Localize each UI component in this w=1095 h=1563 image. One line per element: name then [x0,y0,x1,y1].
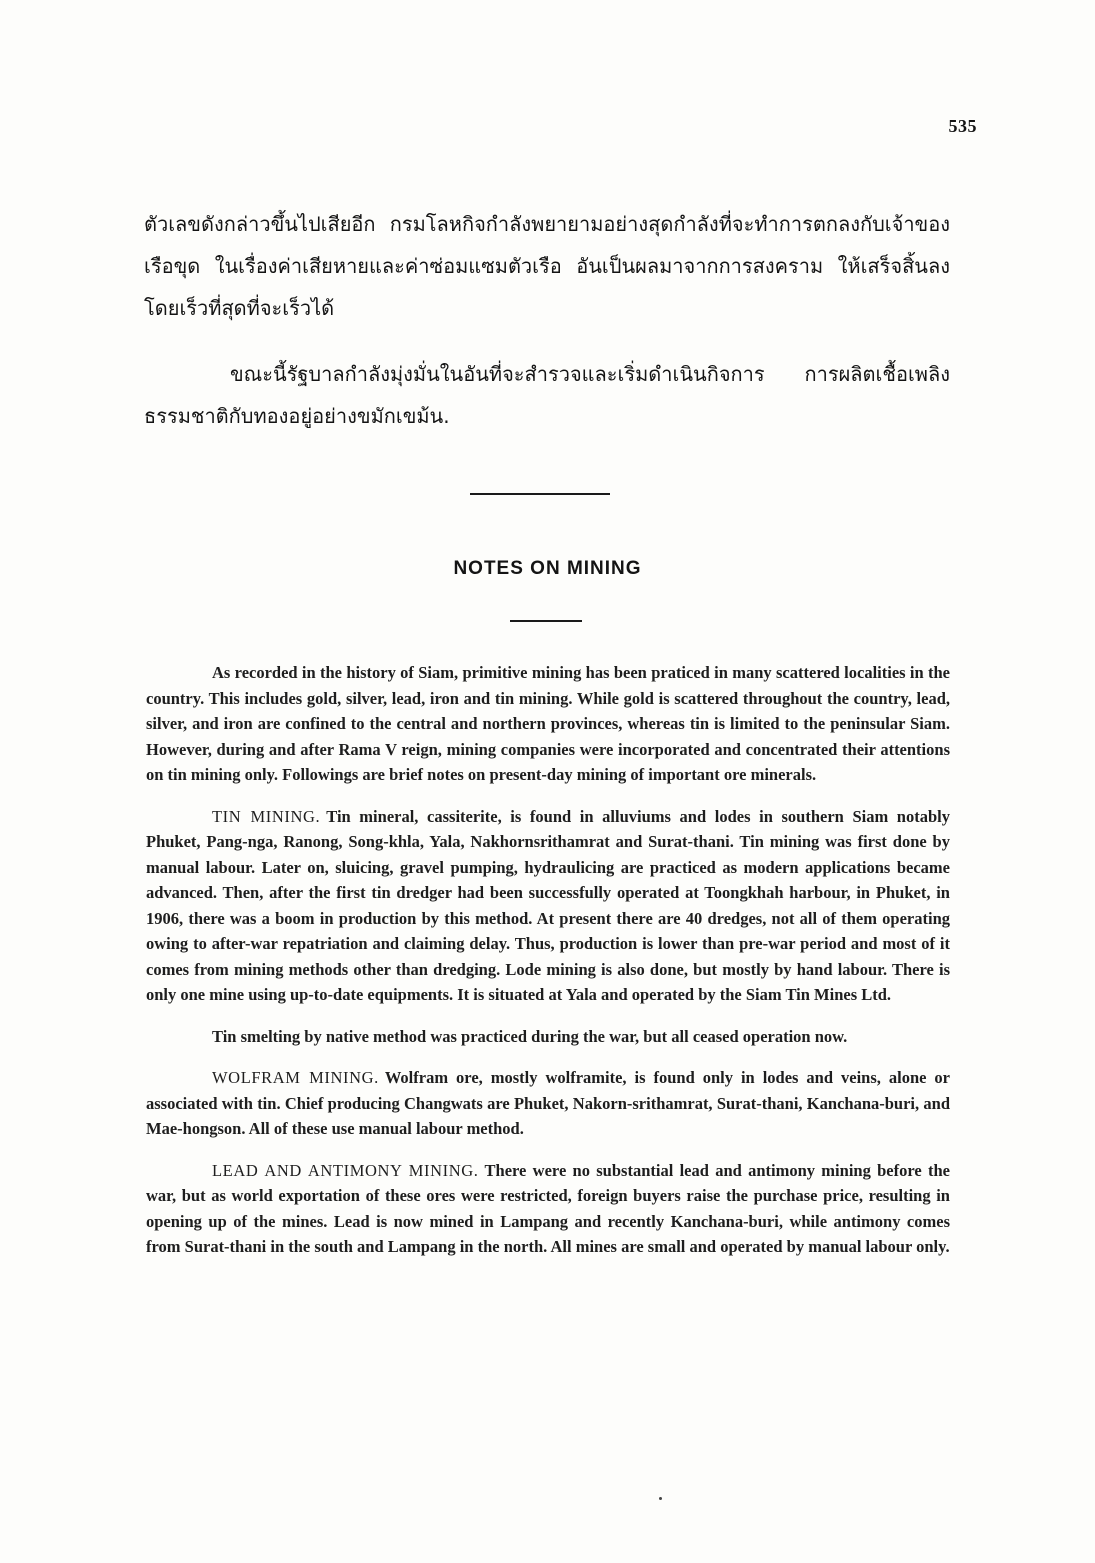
paragraph-text: Tin smelting by native method was practiced during the war, but all ceased operation now. [212,1026,848,1046]
wolfram-mining-paragraph [146,1065,950,1142]
paragraph-heading: TIN MINING. [212,806,321,826]
section-title: NOTES ON MINING [453,558,642,579]
paragraph-text: As recorded in the history of Siam, primitive mining has been praticed in many scattered localities in the country. This includes gold, silver, lead, iron and tin mining. While gold is scattered throughout the country, lead, silver, and iron are confined to the central and northern provinces, whereas tin is limited to the peninsular Siam. However, during and after Rama V reign, mining companies were incorporated and concentrated their attentions on tin mining only. Followings are brief notes on present-day mining of important ore minerals. [146,663,950,784]
paragraph-heading: WOLFRAM MINING. [212,1068,379,1087]
section-divider-short [510,620,582,622]
tin-mining-paragraph [146,804,950,1008]
paragraph-heading: LEAD AND ANTIMONY MINING. [212,1160,479,1180]
article-body [146,660,950,1276]
scan-speck [659,1497,662,1500]
thai-paragraph-1: ตัวเลขดังกล่าวขึ้นไปเสียอีก กรมโลหกิจกำลังพยายามอย่างสุดกำลังที่จะทำการตกลงกับเจ้าของเรือขุด ในเรื่องค่าเสียหายและค่าซ่อมแซมตัวเรือ อันเป็นผลมาจากการสงคราม ให้เสร็จสิ้นลงโดยเร็วที่สุดที่จะเร็วได้ [144,212,950,320]
section-divider-long [470,493,610,495]
lead-antimony-paragraph [146,1158,950,1260]
tin-smelting-paragraph [146,1024,950,1050]
thai-paragraph-2: ขณะนี้รัฐบาลกำลังมุ่งมั่นในอันที่จะสำรวจและเริ่มดำเนินกิจการ การผลิตเชื้อเพลิงธรรมชาติกับทองอยู่อย่างขมักเขม้น. [144,362,950,428]
paragraph-text: There were no substantial lead and antimony mining before the war, but as world exportation of these ores were restricted, foreign buyers raise the purchase price, resulting in opening up of the mines. Lead is now mined in Lampang and recently Kanchana-buri, while antimony comes from Surat-thani in the south and Lampang in the north. All mines are small and operated by manual labour only. [146,1160,950,1256]
intro-paragraph [146,660,950,788]
page-number: 535 [948,116,977,136]
paragraph-text: Tin mineral, cassiterite, is found in alluviums and lodes in southern Siam notably Phuket, Pang-nga, Ranong, Song-khla, Yala, Nakhornsrithamrat and Surat-thani. Tin mining was first done by manual labour. Later on, sluicing, gravel pumping, hydraulicing are practiced as modern applications became advanced. Then, after the first tin dredger had been successfully operated at Toongkhah harbour, in Phuket, in 1906, there was a boom in production by this method. At present there are 40 dredges, not all of them operating owing to after-war repatriation and claiming delay. Thus, production is lower than pre-war period and most of it comes from mining methods other than dredging. Lode mining is also done, but mostly by hand labour. There is only one mine using up-to-date equipments. It is situated at Yala and operated by the Siam Tin Mines Ltd. [146,806,950,1004]
paragraph-text: Wolfram ore, mostly wolframite, is found only in lodes and veins, alone or associated with tin. Chief producing Changwats are Phuket, Nakorn-srithamrat, Surat-thani, Kanchana-buri, and Mae-hongson. All of these use manual labour method. [146,1068,950,1138]
